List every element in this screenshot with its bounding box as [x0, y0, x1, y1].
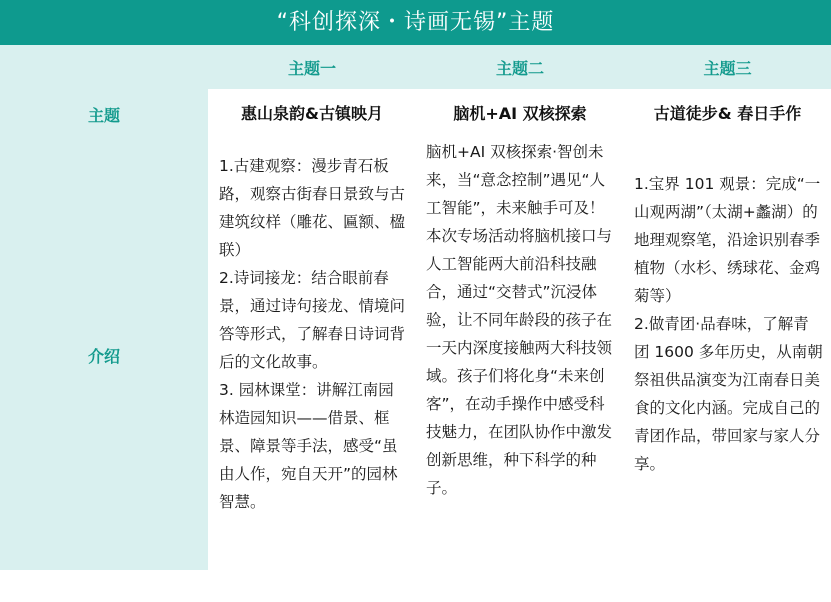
- intro-item: 脑机+AI 双核探索·智创未来，当“意念控制”遇见“人工智能”，未来触手可及！本次专场活动将脑机接口与人工智能两大前沿科技融合，通过“交替式”沉浸体验，让不同年龄段的孩子在一天内深度接触两大科技领域。孩子们将化身“未来创客”，在动手操作中感受科技魅力，在团队协作中激发创新思维，种下科学的种子。: [426, 143, 613, 497]
- topic-intro-1: [219, 152, 409, 516]
- column-header-2: 主题二: [495, 59, 544, 78]
- row-label-column: [0, 89, 208, 570]
- intro-item: 2.诗词接龙：结合眼前春景，通过诗句接龙、情境问答等形式，了解春日诗词背后的文化故事。: [219, 269, 406, 371]
- topic-name-1: 惠山泉韵&古镇映月: [241, 104, 383, 123]
- column-header-row: [0, 45, 831, 89]
- topic-name-2: 脑机+AI 双核探索: [453, 104, 587, 123]
- column-header-1: 主题一: [287, 59, 336, 78]
- intro-item: 3. 园林课堂：讲解江南园林造园知识——借景、框景、障景等手法，感受“虽由人作，宛自天开”的园林智慧。: [219, 381, 398, 511]
- topic-intro-3: [634, 170, 824, 478]
- column-header-3: 主题三: [703, 59, 752, 78]
- page-title: “科创探深・诗画无锡”主题: [0, 0, 831, 45]
- intro-item: 1.宝界 101 观景：完成“一山观两湖”（太湖+蠡湖）的地理观察笔，沿途识别春季植物（水杉、绣球花、金鸡菊等）: [634, 175, 821, 305]
- row-label-topic: 主题: [87, 106, 120, 125]
- intro-item: 1.古建观察：漫步青石板路，观察古街春日景致与古建筑纹样（雕花、匾额、楹联）: [219, 157, 406, 259]
- row-label-intro: 介绍: [87, 347, 120, 366]
- topic-intro-2: [426, 138, 618, 502]
- intro-item: 2.做青团·品春味，了解青团 1600 多年历史，从南朝祭祖供品演变为江南春日美食的文化内涵。完成自己的青团作品，带回家与家人分享。: [634, 315, 823, 473]
- topic-name-3: 古道徒步& 春日手作: [653, 104, 802, 123]
